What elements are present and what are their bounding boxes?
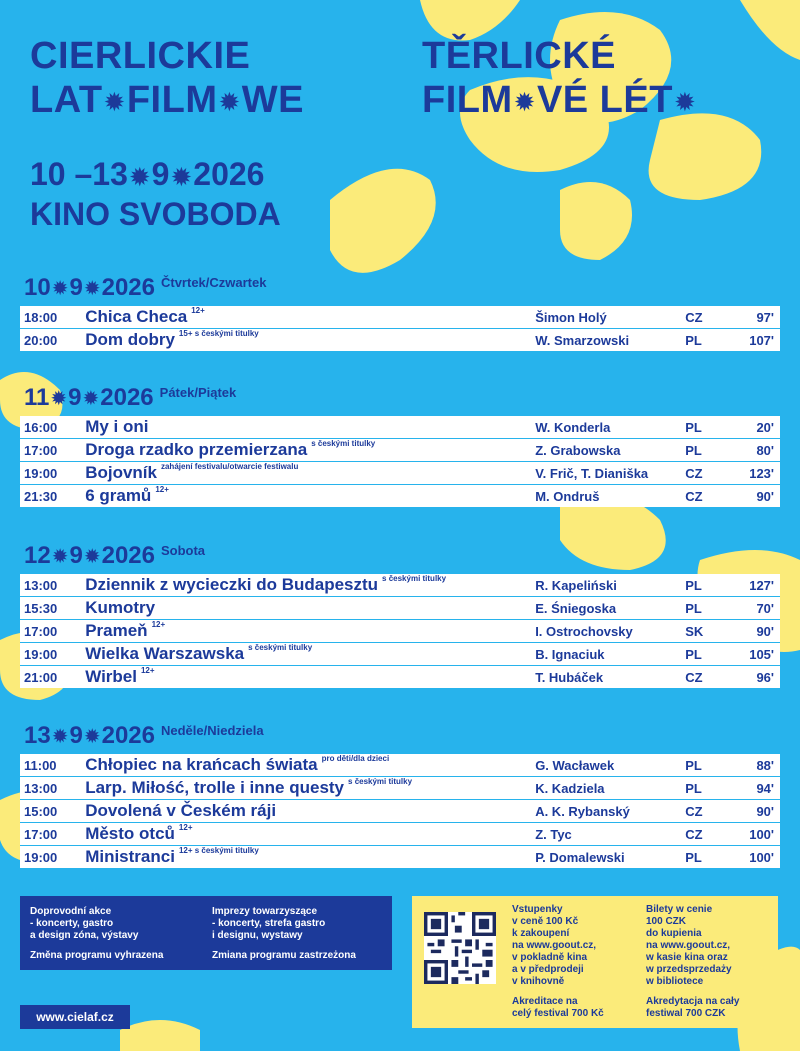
screening-time: 19:00: [24, 646, 58, 662]
day-date: 13✹9✹2026: [24, 722, 155, 749]
film-title: Dziennik z wycieczki do Budapesztu $^{s českými titulky}$: [85, 574, 447, 594]
screening-row: [20, 643, 780, 666]
sun-icon: ✹: [51, 278, 69, 301]
country: CZ: [685, 826, 703, 842]
film-title: Město otců $^{12+}$: [85, 823, 193, 843]
accreditation-pl: Akredytacja na cały festiwal 700 CZK: [646, 996, 740, 1019]
screening-time: 19:00: [24, 849, 58, 865]
sun-icon: ✹: [83, 278, 101, 301]
director: Šimon Holý: [535, 309, 607, 325]
day-section: [20, 268, 780, 351]
country: CZ: [685, 803, 703, 819]
day-name: Pátek/Piątek: [159, 385, 237, 400]
length: 97': [756, 309, 774, 325]
sun-icon: ✹: [51, 546, 69, 569]
country: SK: [685, 623, 704, 639]
length: 90': [756, 488, 774, 504]
length: 90': [756, 623, 774, 639]
screening-time: 11:00: [24, 757, 57, 773]
length: 94': [756, 780, 774, 796]
film-title: Kumotry: [85, 598, 156, 617]
day-date: 12✹9✹2026: [24, 542, 155, 569]
day-section: [20, 378, 780, 507]
title-cz-line1: TĚRLICKÉ: [422, 35, 616, 77]
title-cz-line2: FILM✹VÉ LÉT✹: [422, 78, 697, 124]
tickets-cz: Vstupenky v ceně 100 Kč k zakoupení na www.goout.cz, v pokladně kina a v předprodeji v knihovně: [512, 904, 597, 987]
screening-list: [20, 574, 780, 688]
film-title: Wirbel $^{12+}$: [85, 666, 155, 686]
screening-row: [20, 666, 780, 688]
sun-icon: ✹: [83, 546, 101, 569]
length: 127': [749, 577, 774, 593]
country: PL: [685, 332, 702, 348]
screening-row: [20, 329, 780, 351]
day-header: [20, 536, 780, 570]
screening-time: 17:00: [24, 826, 58, 842]
country: PL: [685, 442, 702, 458]
screening-list: [20, 306, 780, 351]
film-title: Bojovník $^{zahájení festivalu/otwarcie festiwalu}$: [85, 462, 299, 482]
director: M. Ondruš: [535, 488, 600, 504]
film-title: My i oni: [85, 417, 149, 436]
website-link[interactable]: www.cielaf.cz: [20, 1005, 130, 1029]
country: PL: [685, 577, 702, 593]
film-title: 6 gramů $^{12+}$: [85, 485, 169, 505]
screening-time: 20:00: [24, 332, 58, 348]
film-title: Wielka Warszawska $^{s českými titulky}$: [85, 643, 313, 663]
sun-icon: ✹: [51, 726, 69, 749]
country: PL: [685, 757, 702, 773]
venue: KINO SVOBODA: [30, 196, 281, 232]
director: W. Smarzowski: [535, 332, 630, 348]
sun-icon: ✹: [50, 388, 68, 411]
director: Z. Tyc: [535, 826, 572, 842]
screening-row: [20, 485, 780, 507]
country: CZ: [685, 465, 703, 481]
title-czech: [422, 34, 697, 124]
director: R. Kapeliński: [535, 577, 617, 593]
tickets-box: [412, 896, 778, 1028]
day-header: [20, 378, 780, 412]
country: CZ: [685, 488, 703, 504]
length: 70': [756, 600, 774, 616]
length: 100': [749, 826, 774, 842]
program-change-note-pl: Zmiana programu zastrzeżona: [212, 950, 356, 961]
screening-row: [20, 823, 780, 846]
sun-icon: ✹: [103, 86, 126, 117]
screening-row: [20, 439, 780, 462]
qr-code-icon[interactable]: [424, 912, 496, 984]
program-change-note-cz: Změna programu vyhrazena: [30, 950, 164, 961]
screening-time: 13:00: [24, 577, 58, 593]
day-name: Neděle/Niedziela: [160, 723, 264, 738]
title-pl-line2: LAT✹FILM✹WE: [30, 78, 304, 124]
length: 123': [749, 465, 774, 481]
sun-icon: ✹: [128, 161, 151, 192]
events-cz: Doprovodní akce - koncerty, gastro a design zóna, výstavy Změna programu vyhrazena: [30, 906, 210, 962]
director: K. Kadziela: [535, 780, 605, 796]
day-name: Sobota: [160, 543, 206, 558]
title-polish: [30, 34, 304, 124]
length: 107': [749, 332, 774, 348]
director: G. Wacławek: [535, 757, 615, 773]
country: PL: [685, 600, 702, 616]
film-title: Dom dobry $^{15+ s českými titulky}$: [85, 329, 259, 349]
sun-icon: ✹: [170, 161, 193, 192]
director: E. Śniegoska: [535, 600, 617, 616]
day-section: [20, 536, 780, 688]
country: PL: [685, 780, 702, 796]
director: I. Ostrochovsky: [535, 623, 633, 639]
screening-time: 19:00: [24, 465, 58, 481]
screening-row: [20, 620, 780, 643]
country: PL: [685, 646, 702, 662]
title-pl-line1: CIERLICKIE: [30, 35, 251, 77]
length: 90': [756, 803, 774, 819]
screening-row: [20, 597, 780, 620]
length: 20': [756, 419, 774, 435]
sun-icon: ✹: [82, 388, 100, 411]
screening-time: 21:00: [24, 669, 58, 685]
screening-row: [20, 777, 780, 800]
director: V. Frič, T. Dianiška: [535, 465, 649, 481]
accreditation-cz: Akreditace na celý festival 700 Kč: [512, 996, 604, 1019]
screening-row: [20, 846, 780, 868]
screening-row: [20, 754, 780, 777]
film-title: Chłopiec na krańcach świata $^{pro děti/dla dzieci}$: [85, 754, 390, 774]
screening-time: 17:00: [24, 623, 58, 639]
day-date: 11✹9✹2026: [24, 384, 154, 411]
screening-list: [20, 754, 780, 868]
screening-time: 17:00: [24, 442, 58, 458]
director: W. Konderla: [535, 419, 611, 435]
day-section: [20, 716, 780, 868]
screening-time: 15:30: [24, 600, 58, 616]
length: 88': [756, 757, 774, 773]
screening-time: 16:00: [24, 419, 58, 435]
sun-icon: ✹: [673, 86, 697, 117]
director: B. Ignaciuk: [535, 646, 605, 662]
length: 80': [756, 442, 774, 458]
film-title: Larp. Miłość, trolle i inne questy $^{s českými titulky}$: [85, 777, 413, 797]
length: 96': [756, 669, 774, 685]
country: PL: [685, 849, 702, 865]
screening-row: [20, 306, 780, 329]
screening-time: 15:00: [24, 803, 58, 819]
length: 105': [749, 646, 774, 662]
screening-row: [20, 416, 780, 439]
country: CZ: [685, 309, 703, 325]
screening-row: [20, 800, 780, 823]
accompanying-events-box: [20, 896, 392, 970]
film-title: Droga rzadko przemierzana $^{s českými titulky}$: [85, 439, 376, 459]
film-title: Prameň $^{12+}$: [85, 620, 166, 640]
film-title: Ministranci $^{12+ s českými titulky}$: [85, 846, 259, 866]
festival-dates: 10 –13✹9✹2026: [30, 154, 264, 197]
director: P. Domalewski: [535, 849, 625, 865]
events-pl: Imprezy towarzyszące - koncerty, strefa gastro i designu, wystawy Zmiana programu zastrzeżona: [212, 906, 390, 962]
length: 100': [749, 849, 774, 865]
screening-row: [20, 462, 780, 485]
screening-list: [20, 416, 780, 507]
director: T. Hubáček: [535, 669, 604, 685]
film-title: Dovolená v Českém ráji: [85, 801, 277, 820]
screening-row: [20, 574, 780, 597]
day-header: [20, 268, 780, 302]
screening-time: 21:30: [24, 488, 58, 504]
sun-icon: ✹: [83, 726, 101, 749]
screening-time: 13:00: [24, 780, 58, 796]
country: CZ: [685, 669, 703, 685]
day-name: Čtvrtek/Czwartek: [160, 275, 267, 290]
director: Z. Grabowska: [535, 442, 621, 458]
film-title: Chica Checa $^{12+}$: [85, 306, 205, 326]
screening-time: 18:00: [24, 309, 58, 325]
sun-icon: ✹: [513, 86, 536, 117]
sun-icon: ✹: [218, 86, 241, 117]
country: PL: [685, 419, 702, 435]
day-date: 10✹9✹2026: [24, 274, 155, 301]
day-header: [20, 716, 780, 750]
director: A. K. Rybanský: [535, 803, 630, 819]
tickets-pl: Bilety w cenie 100 CZK do kupienia na www.goout.cz, w kasie kina oraz w przedsprzedaży w bibliotece: [646, 904, 732, 987]
